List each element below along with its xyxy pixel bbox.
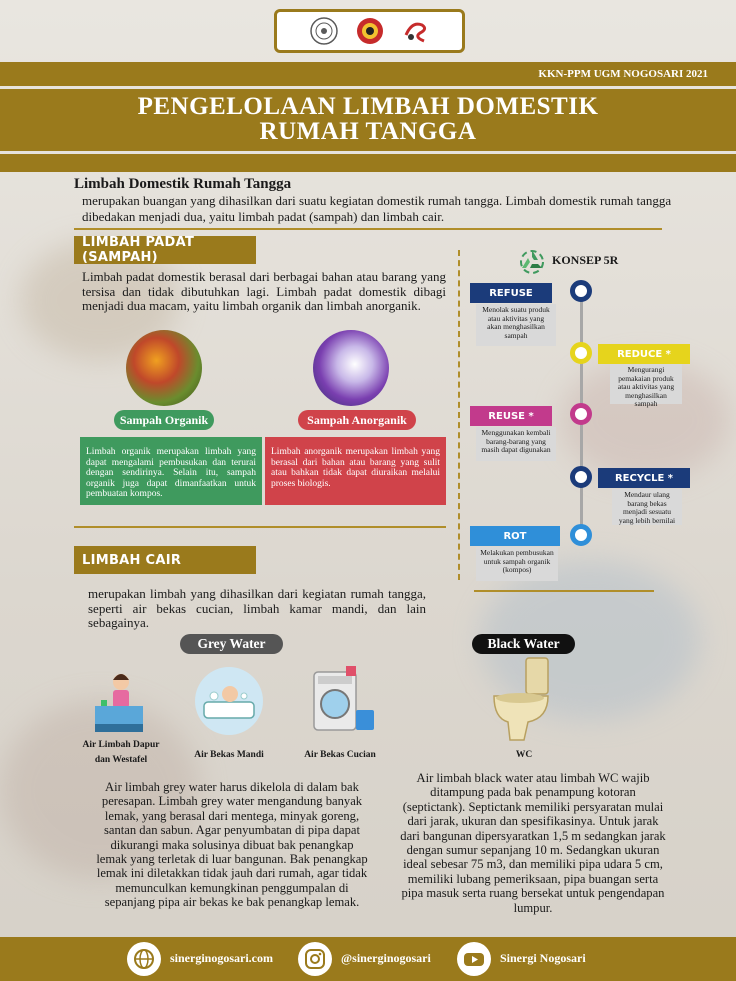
reuse-tag: REUSE * xyxy=(470,406,552,426)
refuse-desc: Menolak suatu produk atau aktivitas yang akan menghasilkan sampah xyxy=(476,304,556,346)
reuse-desc: Menggunakan kembali barang-barang yang masih dapat digunakan xyxy=(476,427,556,461)
title-line-2: RUMAH TANGGA xyxy=(259,118,477,145)
timeline-dot-refuse xyxy=(570,280,592,302)
reduce-desc: Mengurangi pemakaian produk atau aktivitas yang menghasilkan sampah xyxy=(610,364,682,404)
kitchen-sink-icon xyxy=(91,668,147,738)
timeline-dot-rot xyxy=(570,524,592,546)
footer-website[interactable]: sinerginogosari.com xyxy=(170,951,273,965)
kkn-logo-icon xyxy=(356,17,384,45)
title-line-1: PENGELOLAAN LIMBAH DOMESTIK xyxy=(137,93,599,120)
limbah-cair-text: merupakan limbah yang dihasilkan dari kegiatan rumah tangga, seperti air bekas cucian, limbah kamar mandi, dan lain sebagainya. xyxy=(88,586,426,630)
nogosari-logo-icon xyxy=(402,17,430,45)
logo-box xyxy=(274,9,465,53)
divider xyxy=(474,590,654,592)
intro-heading: Limbah Domestik Rumah Tangga xyxy=(74,176,292,192)
grey-water-label: Grey Water xyxy=(180,634,283,654)
rot-desc: Melakukan pembusukan untuk sampah organik (kompos) xyxy=(476,547,558,581)
icon-label-dapur-line2: dan Westafel xyxy=(94,755,148,765)
icon-label-wc: WC xyxy=(515,750,533,760)
timeline-dot-reuse xyxy=(570,403,592,425)
intro-text: merupakan buangan yang dihasilkan dari suatu kegiatan domestik rumah tangga. Limbah domestik rumah tangga dibedakan menjadi dua, yaitu limbah padat (sampah) dan limbah cair. xyxy=(82,193,672,224)
header-tagline: KKN-PPM UGM NOGOSARI 2021 xyxy=(538,68,708,80)
toilet-icon xyxy=(490,656,554,746)
black-water-text: Air limbah black water atau limbah WC wajib ditampung pada bak penampung kotoran (septictank). Septictank memiliki persyaratan mulai dari jarak, ukuran dan spesifikasinya. Untuk jarak dari bangunan dipersyaratkan 1,5 m sedangkan jarak dengan sumur sepanjang 10 m. Sedangkan ukuran ideal sebesar 75 m3, dan memiliki pipa udara 5 cm, memiliki lubang pemeriksaan, pipa buangan serta pipa masuk serta ruang bersekat untuk pengendapan lumpur. xyxy=(400,771,666,915)
refuse-tag: REFUSE xyxy=(470,283,552,303)
icon-label-mandi: Air Bekas Mandi xyxy=(194,750,264,760)
divider xyxy=(74,526,446,528)
youtube-icon xyxy=(457,942,491,976)
footer-youtube[interactable]: Sinergi Nogosari xyxy=(500,951,586,965)
divider xyxy=(74,228,662,230)
ugm-logo-icon xyxy=(310,17,338,45)
icon-label-cucian: Air Bekas Cucian xyxy=(304,750,376,760)
instagram-icon xyxy=(298,942,332,976)
anorganik-label: Sampah Anorganik xyxy=(298,410,416,430)
recycle-tag: RECYCLE * xyxy=(598,468,690,488)
timeline-dot-reduce xyxy=(570,342,592,364)
reduce-tag: REDUCE * xyxy=(598,344,690,364)
anorganik-card: Limbah anorganik merupakan limbah yang berasal dari bahan atau barang yang sulit atau bahkan tidak dapat diuraikan melalui proses biologis. xyxy=(265,437,446,505)
limbah-padat-text: Limbah padat domestik berasal dari berbagai bahan atau barang yang tersisa dan tidak dibutuhkan lagi. Limbah padat domestik dibagi menjadi dua macam, yaitu limbah organik dan limbah anorganik. xyxy=(82,269,446,313)
globe-icon xyxy=(127,942,161,976)
icon-label-dapur xyxy=(74,738,168,768)
rot-tag: ROT xyxy=(470,526,560,546)
recycle-icon xyxy=(518,248,546,274)
section-separator xyxy=(458,250,460,580)
icon-label-dapur-line1: Air Limbah Dapur xyxy=(82,740,160,750)
konsep-5r-title: KONSEP 5R xyxy=(552,253,619,267)
organic-waste-photo xyxy=(126,330,202,406)
recycle-desc: Mendaur ulang barang bekas menjadi sesuatu yang lebih bernilai xyxy=(612,489,682,525)
black-water-label: Black Water xyxy=(472,634,575,654)
timeline-dot-recycle xyxy=(570,466,592,488)
header-band-bottom xyxy=(0,154,736,172)
limbah-cair-tag: LIMBAH CAIR xyxy=(74,546,256,574)
page-title xyxy=(0,94,736,144)
grey-water-text: Air limbah grey water harus dikelola di dalam bak peresapan. Limbah grey water mengandung banyak lemak, yang berasal dari mentega, minyak goreng, santan dan sabun. Agar penyumbatan di pipa dapat dikurangi maka solusinya dibuat bak penangkap lemak yang terletak di luar bangunan. Bak penangkap lemak ini diletakkan tidak jauh dari rumah, agar tidak memunculkan kemungkinan penggumpalan di sepanjang pipa air bekas ke bak penangkap lemak. xyxy=(96,780,368,910)
washing-machine-icon xyxy=(310,664,378,738)
organik-card: Limbah organik merupakan limbah yang dapat mengalami pembusukan dan terurai dengan sendirinya. Selain itu, sampah organik juga dapat dimanfaatkan untuk pembuatan kompos. xyxy=(80,437,262,505)
organik-label: Sampah Organik xyxy=(114,410,214,430)
inorganic-waste-photo xyxy=(313,330,389,406)
footer-instagram[interactable]: @sinerginogosari xyxy=(341,951,431,965)
bathtub-icon xyxy=(194,666,264,736)
limbah-padat-tag: LIMBAH PADAT (SAMPAH) xyxy=(74,236,256,264)
